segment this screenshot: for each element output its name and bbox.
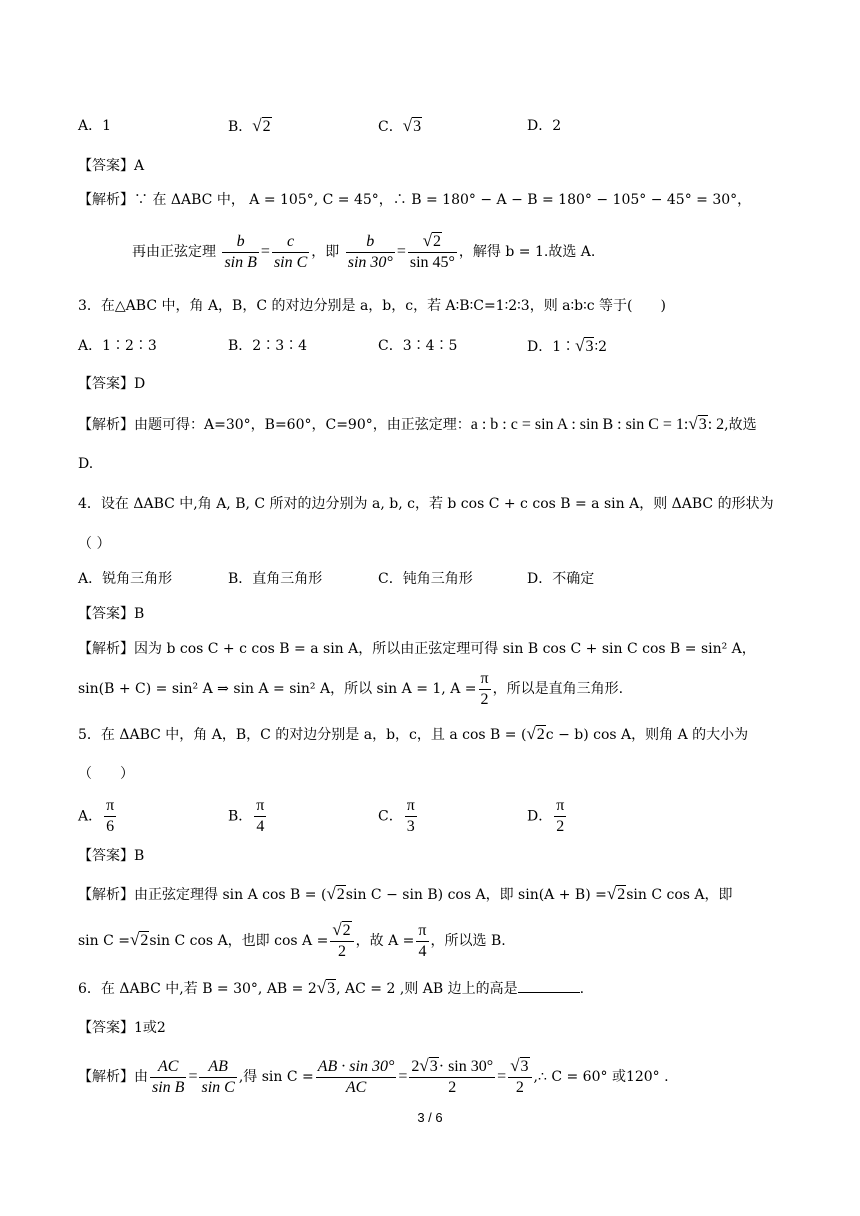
q2-analysis-line1: 【解析】∵ 在 ΔABC 中， A = 105°, C = 45°，∴ B = 180° − A − B = 180° − 105° − 45° = 30°， bbox=[78, 192, 752, 208]
q4-answer: 【答案】B bbox=[78, 606, 145, 622]
q2-option-d: D．2 bbox=[527, 118, 562, 134]
q4-option-a: A．锐角三角形 bbox=[78, 571, 173, 587]
q4-stem-line2: （ ） bbox=[78, 536, 111, 552]
q6-stem: 6．在 ΔABC 中,若 B = 30°, AB = 2√3, AC = 2 ,则 AB 边上的高是 . bbox=[78, 978, 585, 997]
q3-analysis-line2: D. bbox=[78, 456, 94, 472]
q3-option-c: C．3∶4∶5 bbox=[378, 338, 458, 354]
q5-analysis-line2: sin C =√2sin C cos A，也即 cos A = $\frac{√2}{2}$ ，故 A = $\frac{\pi}{4}$ ，所以选 B. bbox=[78, 920, 506, 960]
q6-analysis: 【解析】由 $\frac{AC}{\text{sin B}}$ = $\frac{AB}{\text{sin C}}$ ,得 sin C = $\frac{AB \cdot \sin 30^\circ}{AC}$ = $\frac{2√3\cdot \sin 30^\circ}{2}$ = $\frac{√3}{2}$ ,∴ C = 60° 或120° . bbox=[78, 1056, 669, 1096]
q4-analysis-line1: 【解析】因为 b cos C + c cos B = a sin A，所以由正弦定理可得 sin B cos C + sin C cos B = sin² A， bbox=[78, 641, 756, 657]
q5-analysis-line1: 【解析】由正弦定理得 sin A cos B = (√2sin C − sin B) cos A，即 sin(A + B) =√2sin C cos A，即 bbox=[78, 884, 733, 903]
q2-option-b: B．√2 bbox=[228, 116, 271, 135]
q4-option-c: C．钝角三角形 bbox=[378, 571, 473, 587]
q5-answer: 【答案】B bbox=[78, 848, 145, 864]
q4-option-d: D．不确定 bbox=[527, 571, 595, 587]
q5-stem-line1: 5．在 ΔABC 中，角 A，B，C 的对边分别是 a，b，c，且 a cos B = (√2c − b) cos A，则角 A 的大小为 bbox=[78, 724, 749, 743]
answer-blank bbox=[518, 978, 580, 993]
q5-option-a: A． $\frac{\pi}{6}$ bbox=[78, 797, 115, 835]
page-number: 3 / 6 bbox=[417, 1110, 443, 1125]
q4-stem-line1: 4．设在 ΔABC 中,角 A, B, C 所对的边分别为 a, b, c，若 b cos C + c cos B = a sin A，则 ΔABC 的形状为 bbox=[78, 496, 774, 512]
q5-option-d: D． $\frac{\pi}{2}$ bbox=[527, 797, 565, 835]
q3-option-a: A．1∶2∶3 bbox=[78, 338, 157, 354]
q2-option-a: A．1 bbox=[78, 118, 112, 134]
q5-stem-line2: （ ） bbox=[78, 766, 134, 782]
q3-analysis-line1: 【解析】由题可得：A=30°，B=60°，C=90°，由正弦定理：a : b : c = sin A : sin B : sin C = 1:√3: 2,故选 bbox=[78, 414, 757, 433]
q3-answer: 【答案】D bbox=[78, 376, 146, 392]
q4-analysis-line2: sin(B + C) = sin² A ⇒ sin A = sin² A，所以 sin A = 1, A = $\frac{\pi}{2}$ ，所以是直角三角形. bbox=[78, 669, 624, 708]
q6-answer: 【答案】1或2 bbox=[78, 1020, 166, 1036]
q2-analysis-line2: 再由正弦定理 $\frac{b}{\text{sin B}}$ = $\frac{c}{\text{sin C}}$ ，即 $\frac{b}{\sin 30^\circ}$ = $\frac{√2}{\sin 45^\circ}$ ，解得 b = 1.故选 A. bbox=[132, 231, 596, 271]
q3-option-b: B．2∶3∶4 bbox=[228, 338, 308, 354]
q3-stem: 3．在△ABC 中，角 A，B，C 的对边分别是 a，b，c，若 A∶B∶C=1∶2∶3，则 a∶b∶c 等于( ) bbox=[78, 298, 666, 314]
q3-option-d: D．1∶√3∶2 bbox=[527, 336, 608, 355]
q2-option-c: C．√3 bbox=[378, 116, 422, 135]
q5-option-c: C． $\frac{\pi}{3}$ bbox=[378, 797, 415, 835]
q5-option-b: B． $\frac{\pi}{4}$ bbox=[228, 797, 265, 835]
q4-option-b: B．直角三角形 bbox=[228, 571, 323, 587]
q2-answer: 【答案】A bbox=[78, 158, 145, 174]
